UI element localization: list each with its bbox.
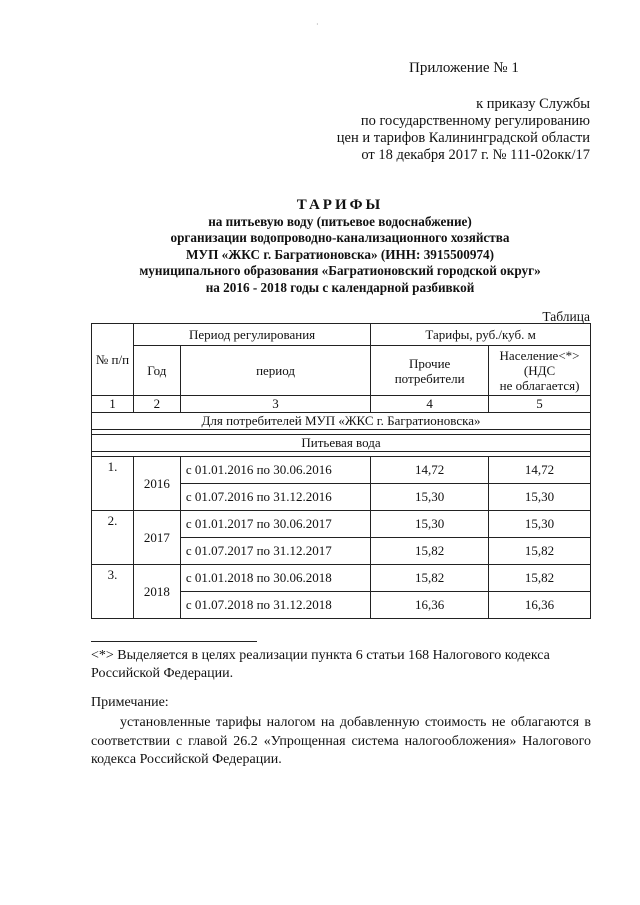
tariff-table <box>91 323 591 619</box>
column-number: 4 <box>371 396 489 413</box>
title-line: МУП «ЖКС г. Багратионовска» (ИНН: 3915500974) <box>185 246 495 262</box>
title-line: организации водопроводно-канализационного хозяйства <box>170 230 510 246</box>
row-tariff-other: 15,82 <box>371 565 489 592</box>
header-population-line: Население<*> <box>499 348 580 363</box>
row-tariff-other: 16,36 <box>371 592 489 619</box>
table-row <box>92 565 591 592</box>
section-water: Питьевая вода <box>92 435 591 452</box>
row-period: с 01.01.2017 по 30.06.2017 <box>180 511 370 538</box>
title-line: муниципального образования «Багратионовский городской округ» <box>139 263 541 279</box>
header-row <box>92 324 591 346</box>
row-tariff-population: 15,30 <box>489 511 591 538</box>
row-year: 2018 <box>133 565 180 619</box>
row-tariff-population: 15,82 <box>489 565 591 592</box>
row-period: с 01.07.2018 по 31.12.2018 <box>180 592 370 619</box>
column-number: 3 <box>180 396 370 413</box>
footnote-divider <box>91 641 257 642</box>
row-number: 3. <box>92 565 134 619</box>
footnote: <*> Выделяется в целях реализации пункта 6 статьи 168 Налогового кодекса Российской Федерации. <box>91 648 550 681</box>
row-year: 2016 <box>133 457 180 511</box>
row-tariff-other: 14,72 <box>371 457 489 484</box>
table-row <box>92 457 591 484</box>
order-line: от 18 декабря 2017 г. № 111-02окк/17 <box>361 147 590 163</box>
header-period-group: Период регулирования <box>133 324 370 346</box>
row-period: с 01.01.2018 по 30.06.2018 <box>180 565 370 592</box>
header-row <box>92 346 591 396</box>
header-other-consumers: Прочие потребители <box>371 346 489 396</box>
header-population <box>489 346 591 396</box>
note-text: установленные тарифы налогом на добавленную стоимость не облагаются в соответствии с главой 26.2 «Упрощенная система налогообложения» Налогового кодекса Российской Федерации. <box>91 715 591 767</box>
order-line: цен и тарифов Калининградской области <box>336 130 590 146</box>
order-reference <box>337 96 590 164</box>
header-population-line: (НДС <box>523 363 556 378</box>
table-row <box>92 511 591 538</box>
section-row <box>92 435 591 452</box>
row-tariff-population: 15,82 <box>489 538 591 565</box>
document-title <box>80 196 600 296</box>
title-main: ТАРИФЫ <box>296 197 384 213</box>
title-line: на питьевую воду (питьевое водоснабжение) <box>208 214 472 229</box>
note-title: Примечание: <box>91 695 169 710</box>
row-tariff-population: 14,72 <box>489 457 591 484</box>
appendix-label: Приложение № 1 <box>409 60 519 76</box>
column-number: 2 <box>133 396 180 413</box>
row-tariff-other: 15,30 <box>371 484 489 511</box>
row-number: 2. <box>92 511 134 565</box>
section-row <box>92 413 591 430</box>
title-line: на 2016 - 2018 годы с календарной разбивкой <box>205 279 475 295</box>
row-tariff-population: 15,30 <box>489 484 591 511</box>
column-number: 1 <box>92 396 134 413</box>
header-population-line: не облагается) <box>499 378 580 393</box>
column-number-row <box>92 396 591 413</box>
row-period: с 01.07.2017 по 31.12.2017 <box>180 538 370 565</box>
row-period: с 01.01.2016 по 30.06.2016 <box>180 457 370 484</box>
table-caption: Таблица <box>542 309 590 324</box>
order-line: к приказу Службы <box>476 96 590 112</box>
row-number: 1. <box>92 457 134 511</box>
header-np: № п/п <box>92 324 134 396</box>
row-tariff-population: 16,36 <box>489 592 591 619</box>
row-tariff-other: 15,30 <box>371 511 489 538</box>
row-period: с 01.07.2016 по 31.12.2016 <box>180 484 370 511</box>
row-year: 2017 <box>133 511 180 565</box>
header-period: период <box>180 346 370 396</box>
scan-mark: · <box>316 20 319 29</box>
section-consumer: Для потребителей МУП «ЖКС г. Багратионовска» <box>92 413 591 430</box>
column-number: 5 <box>489 396 591 413</box>
header-tariff-group: Тарифы, руб./куб. м <box>371 324 591 346</box>
row-tariff-other: 15,82 <box>371 538 489 565</box>
header-year: Год <box>133 346 180 396</box>
order-line: по государственному регулированию <box>360 113 590 129</box>
